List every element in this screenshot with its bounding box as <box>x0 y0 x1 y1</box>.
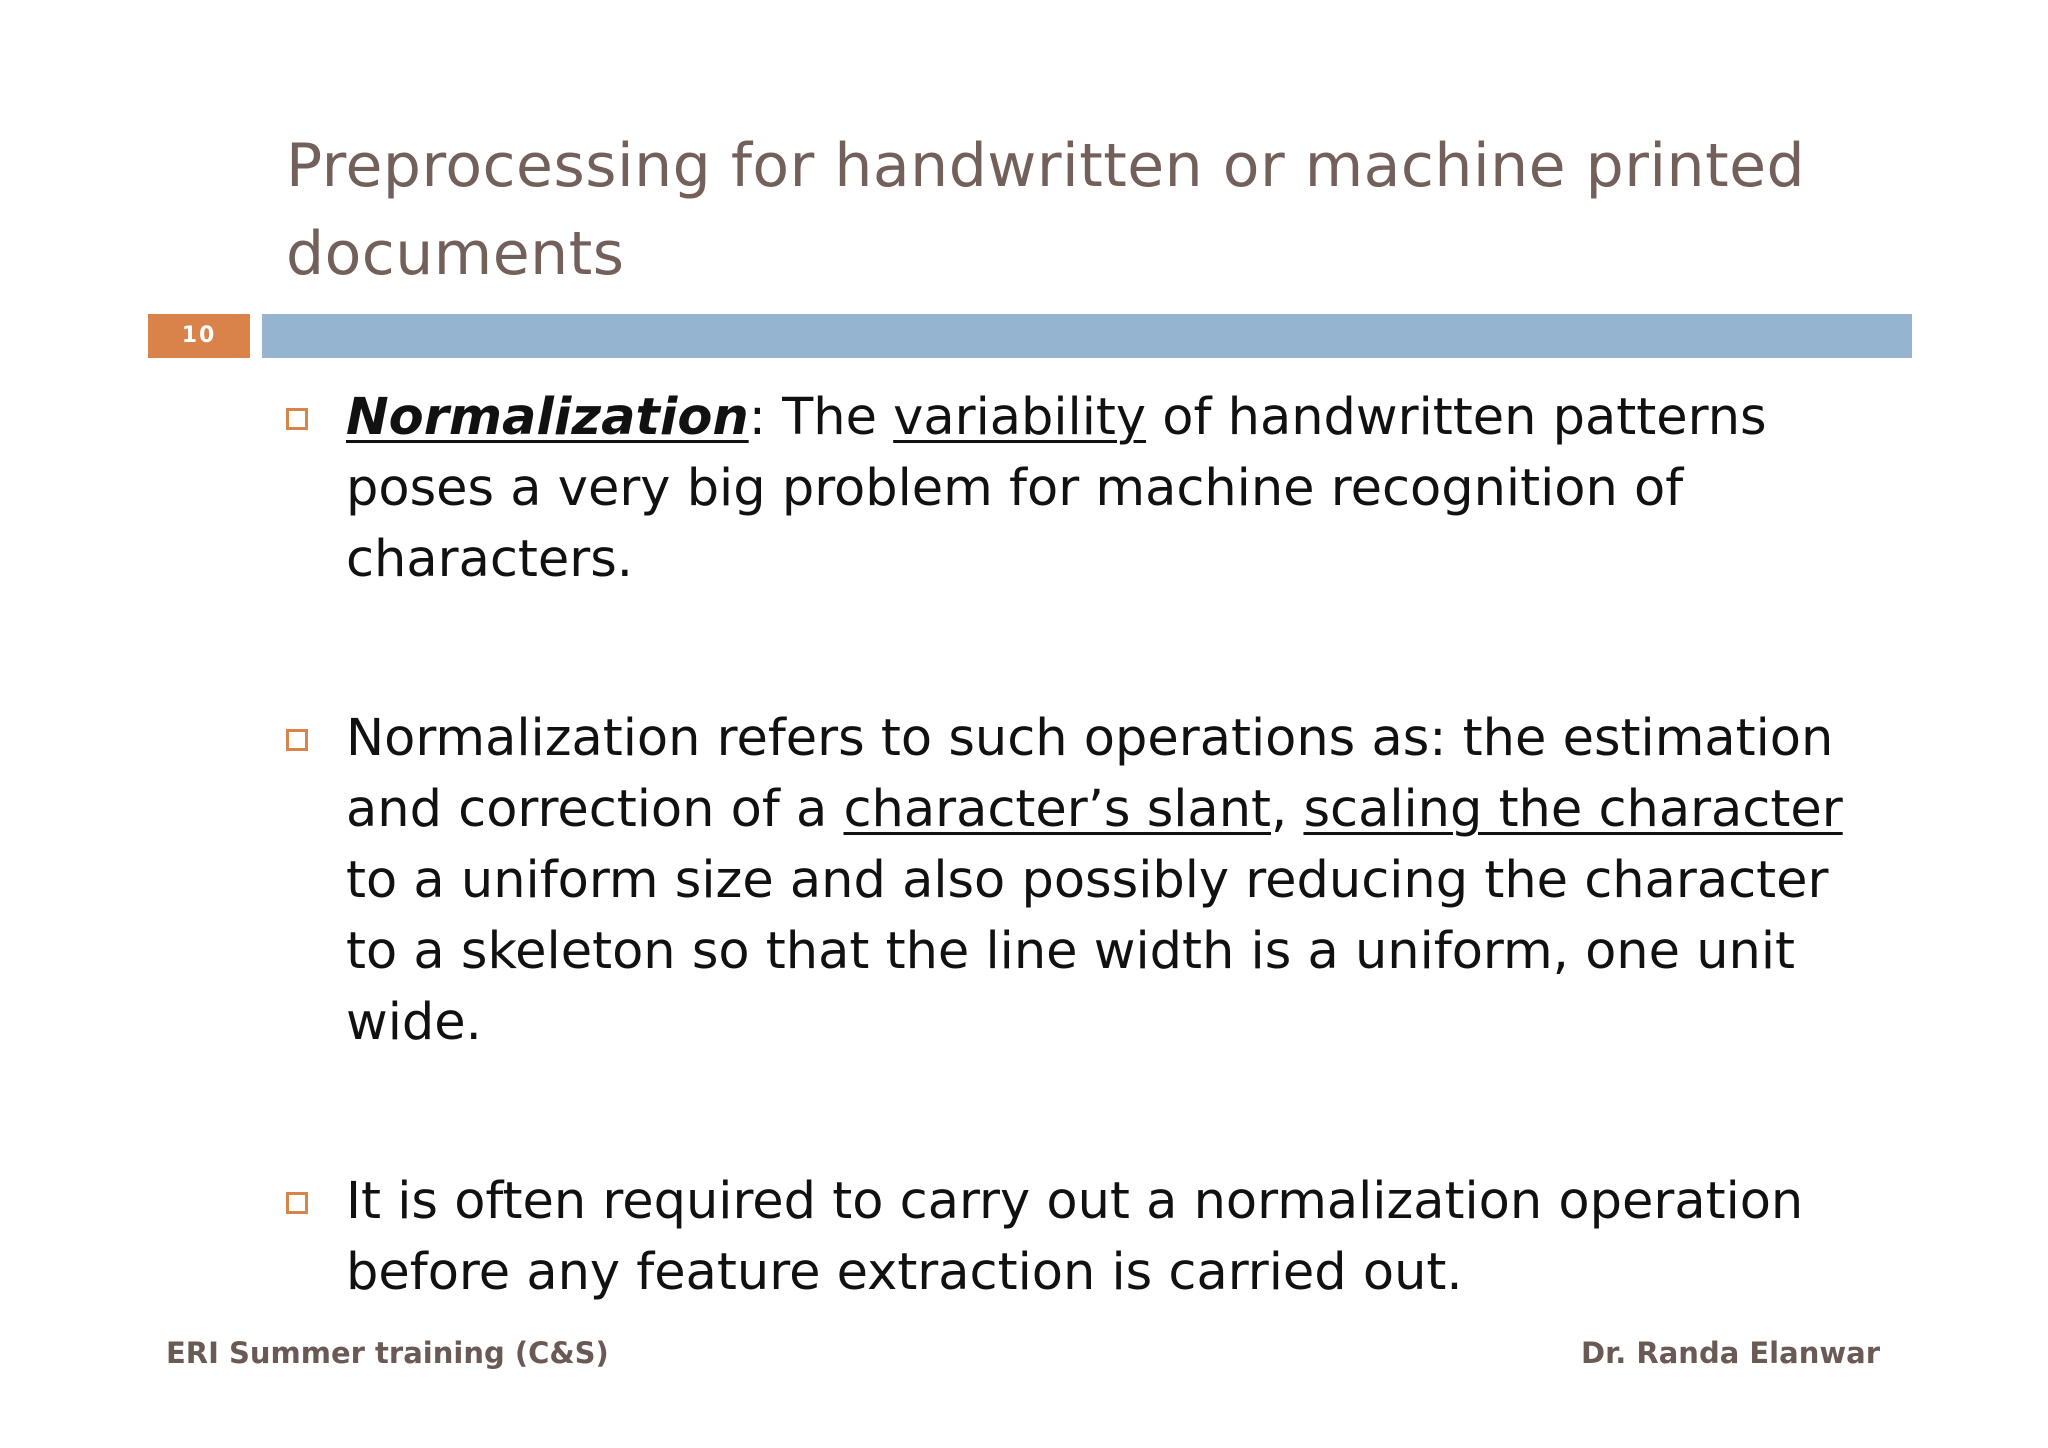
text-segment: : The <box>748 388 894 447</box>
footer-author: Dr. Randa Elanwar <box>1581 1336 1880 1370</box>
underlined-character-slant: character’s slant <box>843 780 1272 839</box>
footer-course: ERI Summer training (C&S) <box>166 1336 609 1370</box>
square-bullet-icon <box>286 729 308 751</box>
bullet-normalization-operations <box>286 703 1846 1058</box>
square-bullet-icon <box>286 1192 308 1214</box>
text-segment: Normalization refers to such operations as: the estimation and correction of a <box>346 709 1834 839</box>
bullet-normalization-before-extraction <box>286 1166 1846 1308</box>
title-underline-bar <box>262 314 1912 358</box>
text-segment: , <box>1271 780 1304 839</box>
bullet-text <box>346 1166 1846 1308</box>
bullet-text <box>346 703 1846 1058</box>
bullet-text <box>346 382 1846 595</box>
square-bullet-icon <box>286 408 308 430</box>
text-segment: It is often required to carry out a normalization operation before any feature extraction is carried out. <box>346 1172 1804 1302</box>
bullet-normalization-definition <box>286 382 1846 595</box>
text-segment: of handwritten patterns poses a very big problem for machine recognition of characters. <box>346 388 1767 589</box>
term-normalization: Normalization <box>346 388 749 447</box>
slide-number-badge: 10 <box>148 314 250 358</box>
underlined-scaling-the-character: scaling the character <box>1303 780 1843 839</box>
text-segment: to a uniform size and also possibly reducing the character to a skeleton so that the line width is a uniform, one unit wide. <box>346 851 1829 1052</box>
underlined-variability: variability <box>893 388 1147 447</box>
slide-title: Preprocessing for handwritten or machine printed documents <box>286 131 1806 289</box>
